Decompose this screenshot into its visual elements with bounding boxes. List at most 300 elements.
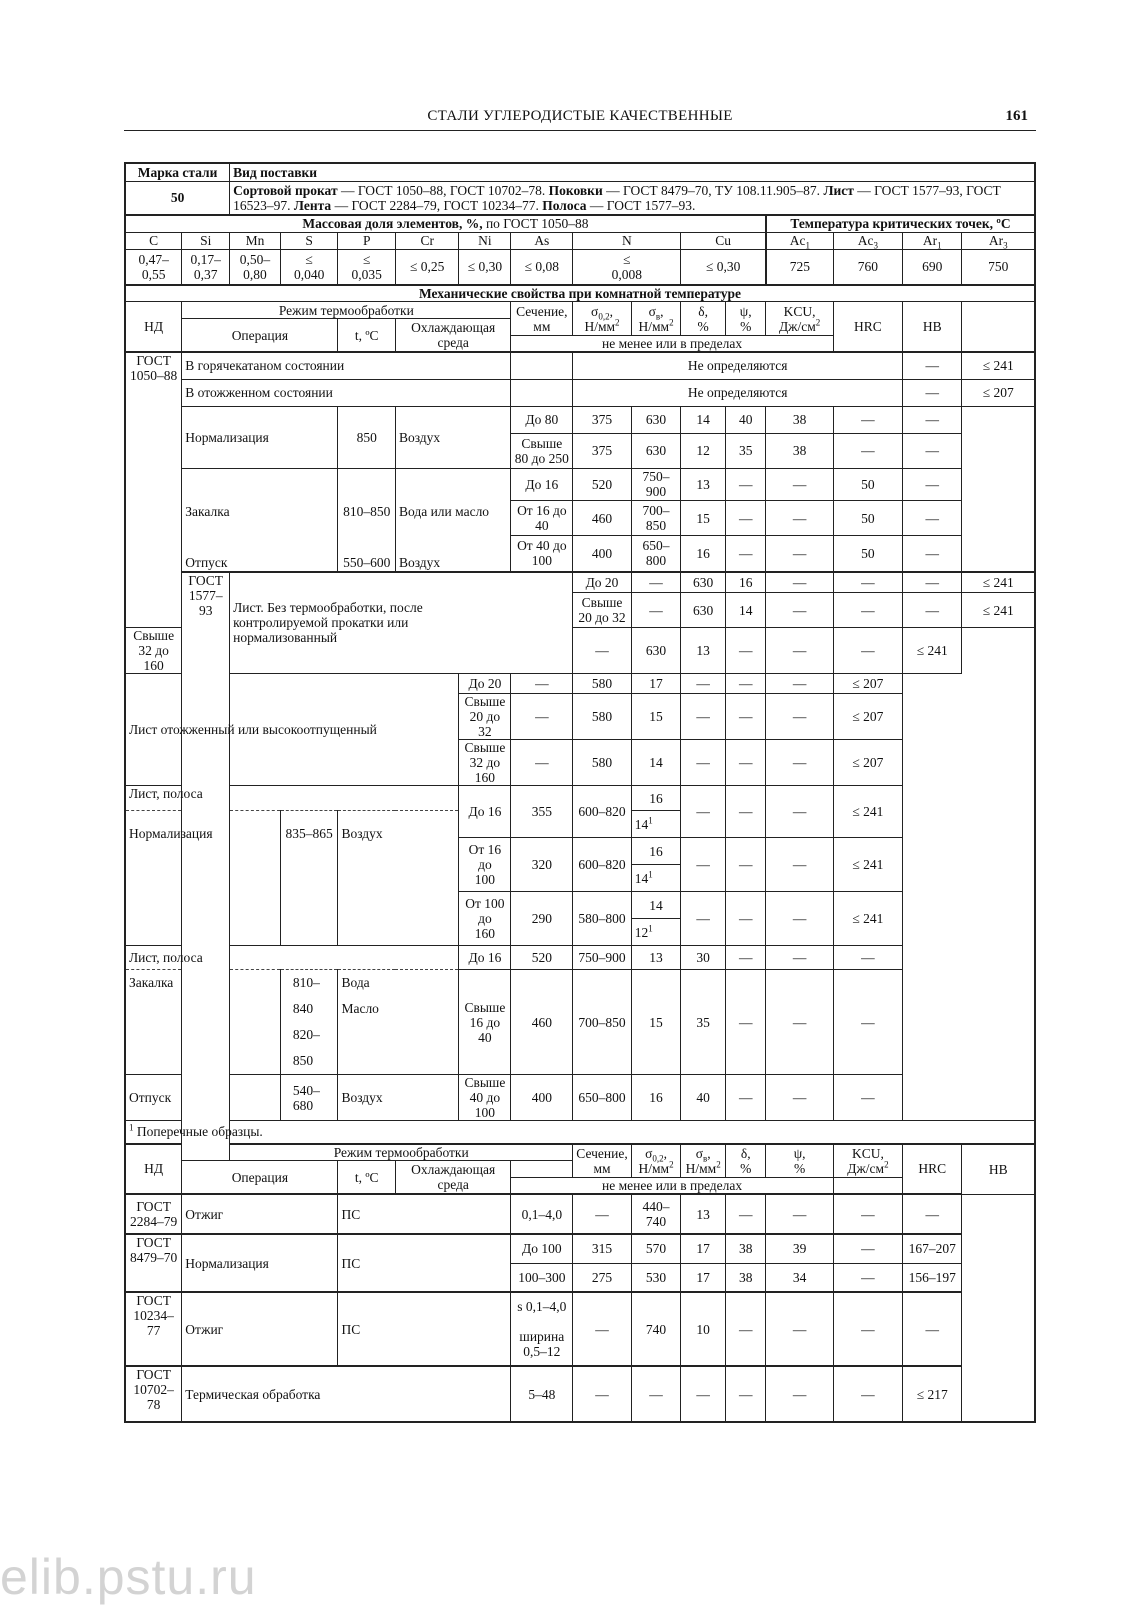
table-cell: 850 [338, 406, 396, 468]
table-cell: 13 [631, 946, 681, 970]
element-Si: Si [182, 232, 230, 249]
table-cell: — [903, 433, 962, 468]
table-cell: 835–865 [280, 811, 338, 946]
table-row [125, 1366, 1035, 1422]
table-cell: 16 [631, 838, 681, 865]
table-cell: 50 [833, 500, 902, 536]
section-cell: Свыше 20 до 32 [573, 593, 631, 628]
table-row [125, 674, 1035, 694]
table-cell: Вода Масло [338, 970, 459, 1075]
table-cell: — [725, 468, 766, 500]
col-hrc: HRC [903, 1144, 962, 1195]
table-cell: 520 [511, 946, 573, 970]
table-row [125, 1234, 1035, 1263]
table-cell: — [511, 674, 573, 694]
element-Cu: Cu [681, 232, 766, 249]
table-row [125, 302, 1035, 319]
element-value: ≤ 0,008 [573, 249, 681, 285]
table-cell: 630 [681, 593, 726, 628]
table-cell: — [903, 352, 962, 379]
not-less-note: не менее или в пределах [511, 336, 833, 353]
table-cell: — [725, 786, 766, 838]
table-cell: 15 [631, 694, 681, 740]
op-annealed: В отожженном состоянии [182, 379, 511, 406]
table-cell: 14 [631, 892, 681, 919]
table-cell: — [681, 892, 726, 946]
col-op: Операция [182, 319, 338, 353]
nd-gost-10702: ГОСТ 10702– 78 [125, 1366, 182, 1422]
table-cell: — [903, 572, 962, 593]
table-cell: — [833, 1366, 902, 1422]
table-cell: ≤ 241 [833, 786, 902, 838]
table-cell: 35 [725, 433, 766, 468]
table-cell: — [766, 1292, 833, 1366]
table-cell: — [903, 406, 962, 433]
col-mode: Режим термообработки [182, 302, 511, 319]
elements-row [125, 232, 1035, 249]
element-value: 0,47– 0,55 [125, 249, 182, 285]
crit-title: Температура критических точек, ºС [766, 215, 1035, 232]
element-value: ≤ 0,25 [395, 249, 458, 285]
table-cell: — [725, 536, 766, 572]
table-cell: 290 [511, 892, 573, 946]
running-header [124, 108, 1036, 131]
table-cell: 39 [766, 1234, 833, 1263]
table-cell: 570 [631, 1234, 681, 1263]
table-cell: 13 [681, 628, 726, 674]
element-C: C [125, 232, 182, 249]
table-cell: 740 [631, 1292, 681, 1366]
section-cell: До 20 [459, 674, 511, 694]
op-normalization-sheet: Нормализация [125, 811, 280, 946]
composition-title: Массовая доля элементов, %, по ГОСТ 1050–88 [125, 215, 766, 232]
table-cell: 810–850 550–600 [338, 468, 396, 572]
table-cell: 700–850 [573, 970, 631, 1075]
table-row [125, 406, 1035, 433]
table-cell: — [573, 1366, 631, 1422]
table-cell: 400 [511, 1075, 573, 1121]
table-row [125, 1075, 1035, 1121]
table-cell: 530 [631, 1263, 681, 1292]
table-cell: 810–840 820–850 [280, 970, 338, 1075]
table-cell: 156–197 [903, 1263, 962, 1292]
not-determined: Не определяются [573, 379, 903, 406]
crit-point: $Ar_1$ [903, 232, 962, 249]
col-kcu: KCU, $Дж/см^2$ [766, 302, 833, 336]
table-cell: — [725, 838, 766, 892]
col-sv: $\sigma_в$, $Н/мм^2$ [681, 1144, 726, 1178]
section-cell: Свыше 32 до 160 [459, 740, 511, 786]
table-cell [511, 379, 573, 406]
table-cell: ПС [338, 1194, 511, 1234]
table-cell: Отжиг [182, 1194, 338, 1234]
table-row [125, 970, 1035, 1075]
table-cell: — [681, 694, 726, 740]
table-cell: — [833, 1292, 902, 1366]
table-cell: — [903, 593, 962, 628]
table-cell: — [766, 1075, 833, 1121]
table-cell: Отпуск [125, 1075, 280, 1121]
element-value: 0,50– 0,80 [230, 249, 281, 285]
section-cell: s 0,1–4,0 ширина 0,5–12 [511, 1292, 573, 1366]
sheet-strip-label-2: Лист, полоса [125, 946, 459, 970]
col-psi: ψ, % [725, 302, 766, 336]
table-cell: — [766, 593, 833, 628]
table-row [125, 946, 1035, 970]
table-cell: — [681, 1366, 726, 1422]
table-cell: 650–800 [631, 536, 681, 572]
table-cell: — [681, 740, 726, 786]
table-cell: 400 [573, 536, 631, 572]
table-cell: $14^1$ [631, 865, 681, 892]
table-cell: 355 [511, 786, 573, 838]
nd-gost-10234: ГОСТ 10234– 77 [125, 1292, 182, 1366]
table-cell: $12^1$ [631, 919, 681, 946]
table-cell: 40 [725, 406, 766, 433]
mech-title: Механические свойства при комнатной температуре [125, 285, 1035, 302]
section-cell: До 80 [511, 406, 573, 433]
table-cell: — [766, 536, 833, 572]
table-cell: 15 [681, 500, 726, 536]
col-mode: Режим термообработки [230, 1144, 573, 1161]
table-cell: — [766, 468, 833, 500]
table-cell: 14 [725, 593, 766, 628]
table-cell: — [766, 674, 833, 694]
sheet-annealed: Лист отожженный или высокоотпущенный [125, 674, 459, 786]
table-cell: — [766, 1194, 833, 1234]
table-cell: 14 [681, 406, 726, 433]
table-cell: — [681, 674, 726, 694]
table-cell: 34 [766, 1263, 833, 1292]
element-P: P [338, 232, 396, 249]
col-hb: НВ [962, 1144, 1035, 1195]
table-cell: ПС [338, 1292, 511, 1366]
section-cell: Свыше 32 до 160 [125, 628, 182, 674]
crit-point: $Ac_1$ [766, 232, 833, 249]
crit-value: 725 [766, 249, 833, 285]
table-cell: 17 [681, 1234, 726, 1263]
table-cell: 460 [573, 500, 631, 536]
table-cell: 10 [681, 1292, 726, 1366]
table-cell: 600–820 [573, 786, 631, 838]
table-cell: — [833, 593, 902, 628]
table-cell: — [573, 628, 631, 674]
table-cell: 700–850 [631, 500, 681, 536]
table-cell: ≤ 207 [833, 740, 902, 786]
section-cell: 5–48 [511, 1366, 573, 1422]
table-cell: 315 [573, 1234, 631, 1263]
table-row [125, 1292, 1035, 1366]
table-cell: 375 [573, 433, 631, 468]
steel-50-table [124, 162, 1036, 1423]
col-hrc: HRC [833, 302, 902, 353]
table-cell: — [833, 1194, 902, 1234]
element-value: ≤ 0,30 [459, 249, 511, 285]
element-value: 0,17– 0,37 [182, 249, 230, 285]
op-hot-rolled: В горячекатаном состоянии [182, 352, 511, 379]
table-row [125, 352, 1035, 379]
section-cell: До 16 [459, 786, 511, 838]
table-cell: — [766, 786, 833, 838]
table-cell: 167–207 [903, 1234, 962, 1263]
table-cell: — [903, 536, 962, 572]
table-cell: — [725, 1194, 766, 1234]
table-cell: — [833, 1075, 902, 1121]
table-cell: 460 [511, 970, 573, 1075]
table-row [125, 379, 1035, 406]
table-cell: — [681, 786, 726, 838]
table-cell: Воздух [338, 1075, 459, 1121]
table-cell: 38 [766, 433, 833, 468]
table-cell: — [766, 500, 833, 536]
col-s02: $\sigma_{0,2}$, $Н/мм^2$ [631, 1144, 681, 1178]
table-cell: — [631, 593, 681, 628]
col-sv: $\sigma_в$, $Н/мм^2$ [631, 302, 681, 336]
table-cell: — [903, 379, 962, 406]
table-cell: 600–820 [573, 838, 631, 892]
table-cell: ≤ 241 [833, 892, 902, 946]
crit-value: 760 [833, 249, 902, 285]
table-row [125, 786, 1035, 811]
table-cell: — [903, 1292, 962, 1366]
col-kcu: KCU, $Дж/см^2$ [833, 1144, 902, 1178]
table-cell: 13 [681, 468, 726, 500]
table-row [125, 1144, 1035, 1161]
table-row [125, 1194, 1035, 1234]
table-cell: — [833, 946, 902, 970]
table-cell: Термическая обработка [182, 1366, 511, 1422]
table-cell: — [833, 433, 902, 468]
table-cell: 16 [681, 536, 726, 572]
element-As: As [511, 232, 573, 249]
table-cell: — [766, 628, 833, 674]
table-cell: ≤ 241 [903, 628, 962, 674]
grade-label: Марка стали [125, 163, 230, 181]
page-number: 161 [1005, 108, 1028, 124]
table-cell: Воздух [395, 406, 510, 468]
nd-gost-1050: ГОСТ 1050–88 [125, 352, 182, 628]
table-cell: 630 [681, 572, 726, 593]
section-cell: 0,1–4,0 [511, 1194, 573, 1234]
table-cell: 50 [833, 536, 902, 572]
table-cell: 580 [573, 674, 631, 694]
section-cell: Свыше 20 до 32 [459, 694, 511, 740]
table-cell: — [903, 500, 962, 536]
table-cell: — [725, 1075, 766, 1121]
element-Cr: Cr [395, 232, 458, 249]
table-cell: ≤ 241 [833, 838, 902, 892]
crit-value: 690 [903, 249, 962, 285]
table-cell: ПС [338, 1234, 511, 1292]
table-cell: 13 [681, 1194, 726, 1234]
table-cell: 630 [631, 406, 681, 433]
section-cell: От 16 до 100 [459, 838, 511, 892]
section-cell: До 16 [459, 946, 511, 970]
table-cell: ≤ 241 [962, 593, 1035, 628]
op-quench-temper: Закалка Отпуск [182, 468, 338, 572]
col-delta: δ, % [681, 302, 726, 336]
col-psi: ψ, % [766, 1144, 833, 1178]
table-cell: 40 [681, 1075, 726, 1121]
grade-value: 50 [125, 181, 230, 215]
table-cell: 14 [631, 740, 681, 786]
table-cell: — [766, 1366, 833, 1422]
table-cell: $14^1$ [631, 811, 681, 838]
nd-gost-2284: ГОСТ 2284–79 [125, 1194, 182, 1234]
element-value: ≤ 0,08 [511, 249, 573, 285]
element-S: S [280, 232, 338, 249]
not-less-note: не менее или в пределах [511, 1178, 833, 1195]
table-cell: 15 [631, 970, 681, 1075]
section-cell: До 20 [573, 572, 631, 593]
table-cell: — [766, 970, 833, 1075]
element-N: N [573, 232, 681, 249]
table-cell: 580 [573, 740, 631, 786]
table-cell: 38 [725, 1263, 766, 1292]
col-hb: НВ [903, 302, 962, 353]
table-cell: — [833, 1263, 902, 1292]
table-cell: — [903, 1194, 962, 1234]
sheet-no-heat-treatment: Лист. Без термообработки, после контролируемой прокатки или нормализованный [230, 572, 573, 674]
table-cell: ≤ 207 [833, 674, 902, 694]
table-cell: — [725, 500, 766, 536]
table-cell: — [725, 674, 766, 694]
table-cell: — [511, 694, 573, 740]
nd-gost-8479: ГОСТ 8479–70 [125, 1234, 182, 1292]
table-cell: 35 [681, 970, 726, 1075]
section-cell: До 100 [511, 1234, 573, 1263]
footnote: $^1$ Поперечные образцы. [125, 1121, 1035, 1144]
table-cell: — [903, 468, 962, 500]
table-cell: — [833, 406, 902, 433]
crit-point: $Ac_3$ [833, 232, 902, 249]
table-cell: 630 [631, 433, 681, 468]
section-cell: От 100 до 160 [459, 892, 511, 946]
table-cell: — [833, 1234, 902, 1263]
table-row [125, 572, 1035, 593]
running-title: СТАЛИ УГЛЕРОДИСТЫЕ КАЧЕСТВЕННЫЕ [427, 108, 733, 124]
table-cell: ≤ 217 [903, 1366, 962, 1422]
table-cell: Отжиг [182, 1292, 338, 1366]
table-cell: 375 [573, 406, 631, 433]
table-cell: 16 [631, 1075, 681, 1121]
table-cell: — [725, 946, 766, 970]
supply-label: Вид поставки [230, 163, 1035, 181]
table-cell: 16 [631, 786, 681, 811]
supply-text: Сортовой прокат — ГОСТ 1050–88, ГОСТ 10702–78. Поковки — ГОСТ 8479–70, ТУ 108.11.905–87. Лист — ГОСТ 1577–93, ГОСТ 16523–97. Лента — ГОСТ 2284–79, ГОСТ 10234–77. Полоса — ГОСТ 1577–93. [230, 181, 1035, 215]
crit-value: 750 [962, 249, 1035, 285]
table-cell: — [681, 838, 726, 892]
table-cell: ≤ 241 [962, 572, 1035, 593]
table-cell: Нормализация [182, 1234, 338, 1292]
element-Ni: Ni [459, 232, 511, 249]
col-nd: НД [125, 302, 182, 353]
table-cell: 12 [681, 433, 726, 468]
sheet-strip-label: Лист, полоса [125, 786, 459, 811]
not-determined: Не определяются [573, 352, 903, 379]
table-cell: — [725, 740, 766, 786]
table-cell: 580 [573, 694, 631, 740]
table-cell: 17 [681, 1263, 726, 1292]
table-cell: — [511, 740, 573, 786]
table-cell: — [766, 946, 833, 970]
table-cell: 30 [681, 946, 726, 970]
section-cell: 100–300 [511, 1263, 573, 1292]
table-cell: — [631, 572, 681, 593]
table-cell: — [833, 572, 902, 593]
table-cell: — [725, 970, 766, 1075]
table-cell: — [766, 740, 833, 786]
table-cell: — [725, 694, 766, 740]
table-cell: 540–680 [280, 1075, 338, 1121]
op-normalization: Нормализация [182, 406, 338, 468]
section-cell: Свыше 80 до 250 [511, 433, 573, 468]
section-cell: От 16 до 40 [511, 500, 573, 536]
crit-point: $Ar_3$ [962, 232, 1035, 249]
table-cell: 38 [766, 406, 833, 433]
table-cell: 50 [833, 468, 902, 500]
section-cell: До 16 [511, 468, 573, 500]
table-cell: — [573, 1194, 631, 1234]
table-cell: — [766, 694, 833, 740]
table-cell: ≤ 241 [962, 352, 1035, 379]
table-cell: 275 [573, 1263, 631, 1292]
col-section: Сечение, мм [511, 302, 573, 336]
element-Mn: Mn [230, 232, 281, 249]
element-values-row [125, 249, 1035, 285]
table-cell: 630 [631, 628, 681, 674]
table-cell: — [725, 1366, 766, 1422]
table-cell: 320 [511, 838, 573, 892]
col-t: t, ºС [338, 1161, 396, 1195]
table-cell: 17 [631, 674, 681, 694]
element-value: ≤ 0,035 [338, 249, 396, 285]
col-delta: δ, % [725, 1144, 766, 1178]
table-cell: ≤ 207 [833, 694, 902, 740]
col-medium: Охлаждающая среда [395, 319, 510, 353]
table-cell: 750–900 [631, 468, 681, 500]
col-section: Сечение, мм [573, 1144, 631, 1178]
table-cell: 38 [725, 1234, 766, 1263]
table-cell: — [833, 628, 902, 674]
table-cell: ≤ 207 [962, 379, 1035, 406]
table-cell: Вода или масло Воздух [395, 468, 510, 572]
section-cell: Свыше 40 до 100 [459, 1075, 511, 1121]
table-row [125, 1121, 1035, 1144]
table-cell: Воздух [338, 811, 459, 946]
table-cell: — [631, 1366, 681, 1422]
table-cell: — [766, 572, 833, 593]
table-cell: 580–800 [573, 892, 631, 946]
op-quench-sheet: Закалка [125, 970, 280, 1075]
col-s02: $\sigma_{0,2}$, $Н/мм^2$ [573, 302, 631, 336]
col-medium: Охлаждающая среда [395, 1161, 510, 1195]
element-value: ≤ 0,30 [681, 249, 766, 285]
element-value: ≤ 0,040 [280, 249, 338, 285]
watermark: elib.pstu.ru [0, 1549, 257, 1605]
table-cell: 650–800 [573, 1075, 631, 1121]
nd-gost-1577: ГОСТ 1577–93 [182, 572, 230, 1161]
col-op: Операция [182, 1161, 338, 1195]
table-cell: — [833, 970, 902, 1075]
table-cell: 16 [725, 572, 766, 593]
table-cell: — [766, 838, 833, 892]
table-row [125, 468, 1035, 500]
table-cell: 520 [573, 468, 631, 500]
section-cell: От 40 до 100 [511, 536, 573, 572]
table-cell [511, 352, 573, 379]
col-t: t, ºС [338, 319, 396, 353]
